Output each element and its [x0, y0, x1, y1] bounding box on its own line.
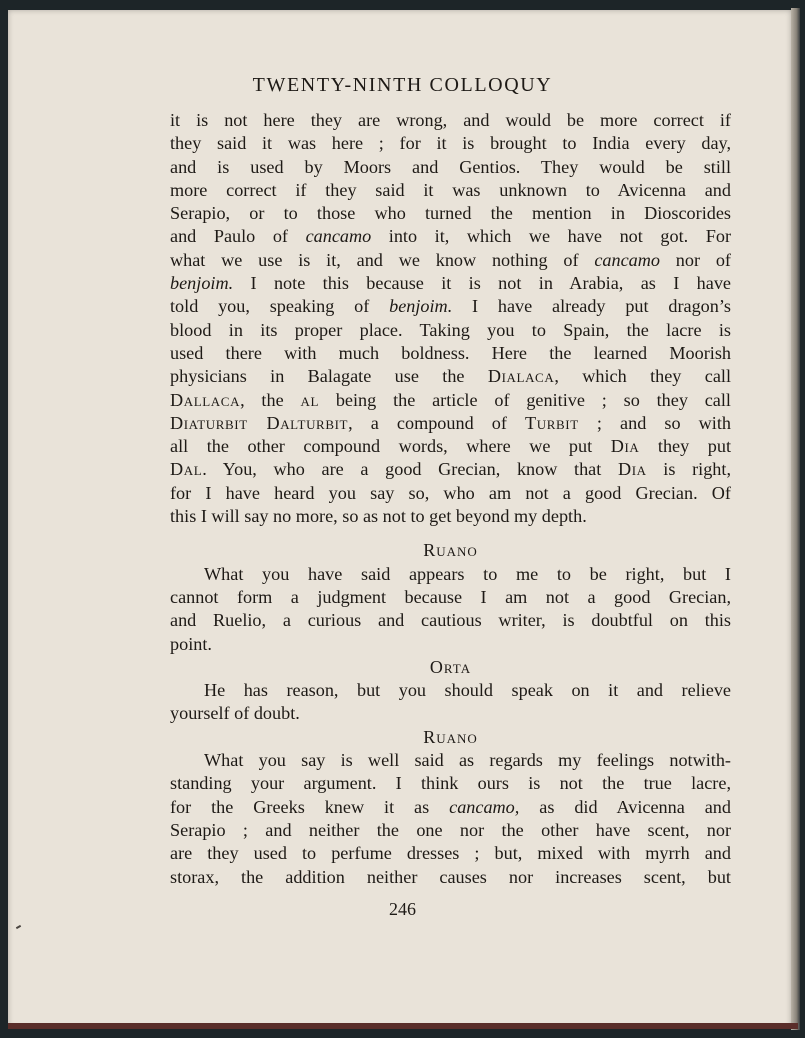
text-line: used there with much boldness. Here the learned Moorish — [170, 342, 731, 363]
paragraph-1 — [170, 109, 731, 528]
text-line: this I will say no more, so as not to get beyond my depth. — [170, 506, 587, 527]
text-line: benjoim. I note this because it is not in Arabia, as I have — [170, 273, 731, 294]
speaker-heading: Ruano — [423, 726, 478, 747]
paragraph-4 — [170, 749, 731, 889]
paragraph-2 — [170, 563, 731, 656]
text-line: told you, speaking of benjoim. I have already put dragon’s — [170, 296, 731, 317]
text-line: and is used by Moors and Gentios. They would be still — [170, 156, 731, 177]
page-number: 246 — [389, 899, 416, 919]
running-head: TWENTY-NINTH COLLOQUY — [252, 74, 553, 96]
text-line: are they used to perfume dresses ; but, mixed with myrrh and — [170, 843, 731, 864]
speaker-heading: Ruano — [423, 540, 478, 561]
text-line: it is not here they are wrong, and would be more correct if — [170, 110, 731, 130]
text-line: Dallaca, the al being the article of genitive ; so they call — [170, 389, 731, 410]
text-line: yourself of doubt. — [170, 703, 300, 724]
text-line: He has reason, but you should speak on it and relieve — [204, 680, 731, 701]
text-line: for I have heard you say so, who am not a good Grecian. Of — [170, 482, 731, 503]
text-line: more correct if they said it was unknown to Avicenna and — [170, 179, 731, 200]
binding-edge — [8, 1023, 798, 1029]
text-line: they said it was here ; for it is brought to India every day, — [170, 133, 731, 154]
text-line: point. — [170, 633, 212, 654]
paragraph-3 — [170, 679, 731, 726]
text-line: physicians in Balagate use the Dialaca, which they call — [170, 366, 731, 387]
text-line: Serapio ; and neither the one nor the other have scent, nor — [170, 819, 731, 840]
speaker-heading: Orta — [429, 656, 472, 677]
text-line: what we use is it, and we know nothing of cancamo nor of — [170, 249, 731, 270]
text-line: all the other compound words, where we put Dia they put — [170, 436, 731, 457]
text-line: Diaturbit Dalturbit, a compound of Turbit ; and so with — [170, 412, 731, 433]
text-line: standing your argument. I think ours is not the true lacre, — [170, 773, 731, 794]
text-line: Serapio, or to those who turned the mention in Dioscorides — [170, 203, 731, 224]
text-line: and Ruelio, a curious and cautious writer, is doubtful on this — [170, 610, 731, 631]
text-line: storax, the addition neither causes nor increases scent, but — [170, 866, 731, 887]
text-line: What you say is well said as regards my feelings notwith- — [204, 750, 731, 771]
text-line: cannot form a judgment because I am not a good Grecian, — [170, 586, 731, 607]
text-line: Dal. You, who are a good Grecian, know that Dia is right, — [170, 459, 731, 480]
page-body — [170, 109, 731, 889]
text-line: and Paulo of cancamo into it, which we have not got. For — [170, 226, 732, 247]
text-line: What you have said appears to me to be right, but I — [204, 563, 731, 584]
text-line: for the Greeks knew it as cancamo, as did Avicenna and — [170, 796, 731, 817]
page-edge — [791, 8, 800, 1030]
text-line: blood in its proper place. Taking you to Spain, the lacre is — [170, 319, 731, 340]
